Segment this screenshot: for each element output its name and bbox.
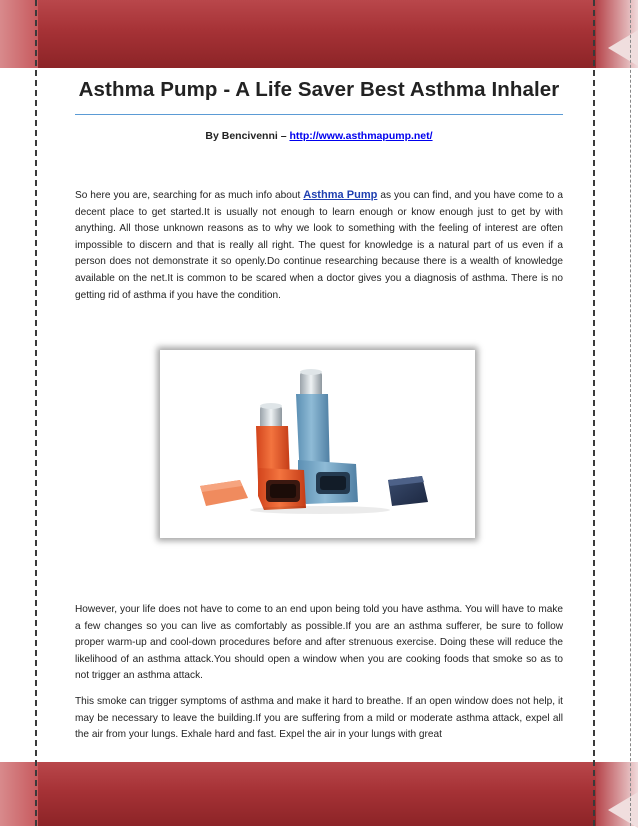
- page-title: Asthma Pump - A Life Saver Best Asthma Inhaler: [78, 78, 560, 101]
- asthma-pump-link[interactable]: Asthma Pump: [303, 189, 378, 201]
- title-underline-rule: [75, 114, 563, 115]
- paragraph-continued: This smoke can trigger symptoms of asthma and make it hard to breathe. If an open window does not help, it may be necessary to leave the building.If you are suffering from a mild or moderate asthma attack, expel all the air from your lungs. Exhale hard and fast. Expel the air in your lungs with great: [75, 696, 563, 741]
- header-band: [0, 0, 638, 68]
- inhaler-photo: [160, 350, 475, 538]
- byline-author: By Bencivenni –: [205, 130, 290, 142]
- byline-link[interactable]: http://www.asthmapump.net/: [289, 130, 433, 142]
- blue-inhaler: [296, 369, 358, 504]
- paragraph-intro-after: as you can find, and you have come to a decent place to get started.It is usually not enough to learn enough or know enough just to get by with anything. All those unknown reasons as to why we look to something with the feeling of interest are often impossible to discern and that is really all right. The quest for knowledge is a natural part of us even if a person does not demonstrate it so openly.Do continue researching because there is a wealth of knowledge available on the net.It is common to be scared when a doctor gives you a diagnosis of asthma. There is no getting rid of asthma if you have the condition.: [75, 190, 563, 301]
- orange-cap: [200, 480, 248, 506]
- left-dashed-border: [35, 0, 37, 826]
- paragraph-intro-before: So here you are, searching for as much info about: [75, 190, 304, 201]
- footer-band: [0, 762, 638, 826]
- footer-corner-decoration: [608, 792, 638, 828]
- header-corner-decoration: [608, 30, 638, 66]
- far-right-dashed-border: [630, 0, 631, 826]
- photo-shadow: [250, 506, 390, 514]
- navy-cap: [388, 476, 428, 506]
- paragraph-intro: [75, 187, 563, 304]
- inhaler-illustration: [160, 350, 475, 538]
- paragraph-body: However, your life does not have to come to an end upon being told you have asthma. You will have to make a few changes so you can live as comfortably as possible.If you are an asthma sufferer, be sure to follow proper warm-up and cool-down procedures before and after strenuous exercise. Doing these will reduce the likelihood of an asthma attack.You should open a window when you are cooking foods that smoke so as to not trigger an asthma attack.: [75, 604, 563, 682]
- right-dashed-border: [593, 0, 595, 826]
- header-band-shade: [0, 0, 38, 68]
- byline: [75, 130, 563, 142]
- footer-band-shade: [0, 762, 38, 826]
